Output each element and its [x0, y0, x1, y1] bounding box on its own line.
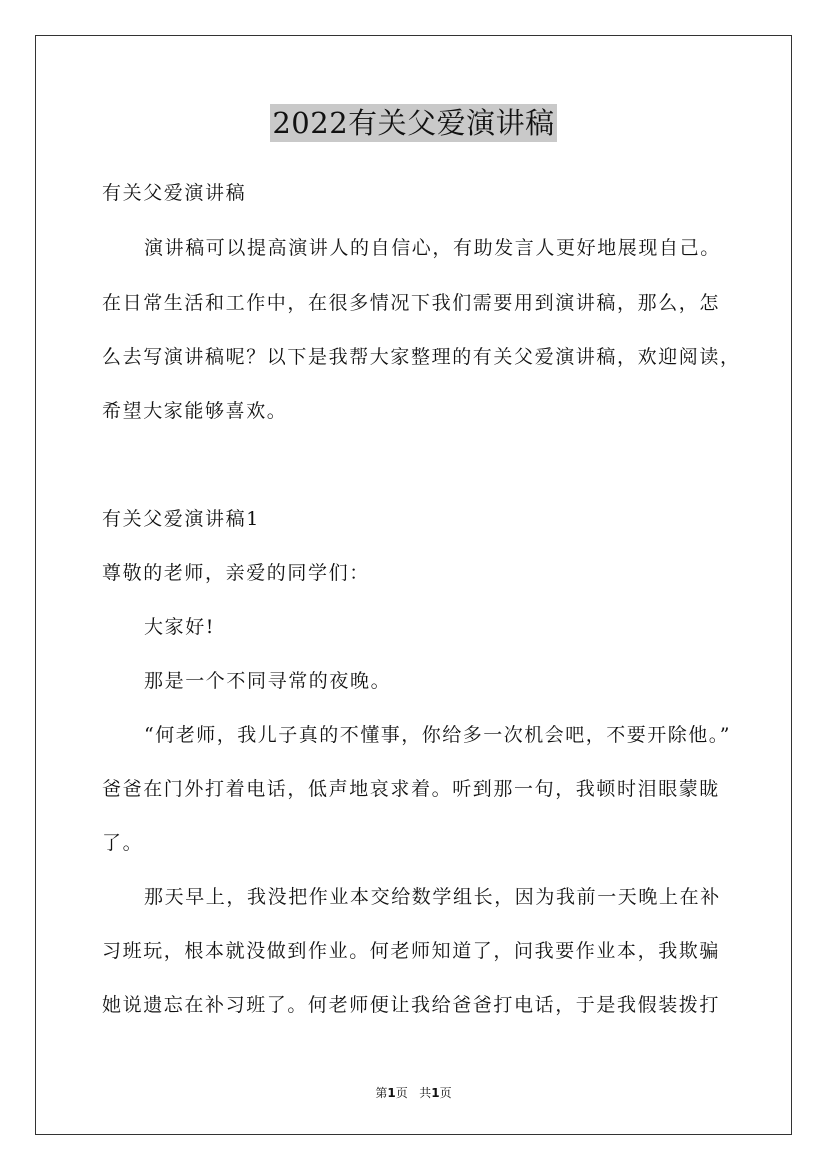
body-line: 爸爸在门外打着电话，低声地哀求着。听到那一句，我顿时泪眼蒙眬 [102, 778, 721, 800]
title-container [0, 104, 827, 142]
intro-line: 演讲稿可以提高演讲人的自信心，有助发言人更好地展现自己。 [144, 237, 721, 259]
document-title: 2022有关父爱演讲稿 [272, 106, 555, 140]
total-suffix: 页 [439, 1086, 452, 1100]
page-total: 1 [431, 1086, 440, 1100]
body-line: 那是一个不同寻常的夜晚。 [144, 670, 392, 692]
body-line: 她说遗忘在补习班了。何老师便让我给爸爸打电话，于是我假装拨打 [102, 994, 721, 1016]
salutation: 尊敬的老师，亲爱的同学们： [102, 562, 370, 584]
total-prefix: 共 [419, 1086, 432, 1100]
page-prefix: 第 [375, 1086, 388, 1100]
body-line: “何老师，我儿子真的不懂事，你给多一次机会吧，不要开除他。” [144, 724, 731, 746]
intro-line: 么去写演讲稿呢？以下是我帮大家整理的有关父爱演讲稿，欢迎阅读， [102, 346, 741, 368]
page-current: 1 [387, 1086, 396, 1100]
body-line: 那天早上，我没把作业本交给数学组长，因为我前一天晚上在补 [144, 886, 721, 908]
page-suffix: 页 [395, 1086, 408, 1100]
intro-line: 希望大家能够喜欢。 [102, 400, 288, 422]
greeting: 大家好! [144, 616, 216, 638]
body-line: 习班玩，根本就没做到作业。何老师知道了，问我要作业本，我欺骗 [102, 940, 721, 962]
page-footer [0, 1085, 827, 1101]
section-heading: 有关父爱演讲稿1 [102, 508, 260, 530]
intro-line: 在日常生活和工作中，在很多情况下我们需要用到演讲稿，那么，怎 [102, 292, 721, 314]
body-line: 了。 [102, 832, 144, 854]
document-subtitle: 有关父爱演讲稿 [102, 182, 247, 204]
